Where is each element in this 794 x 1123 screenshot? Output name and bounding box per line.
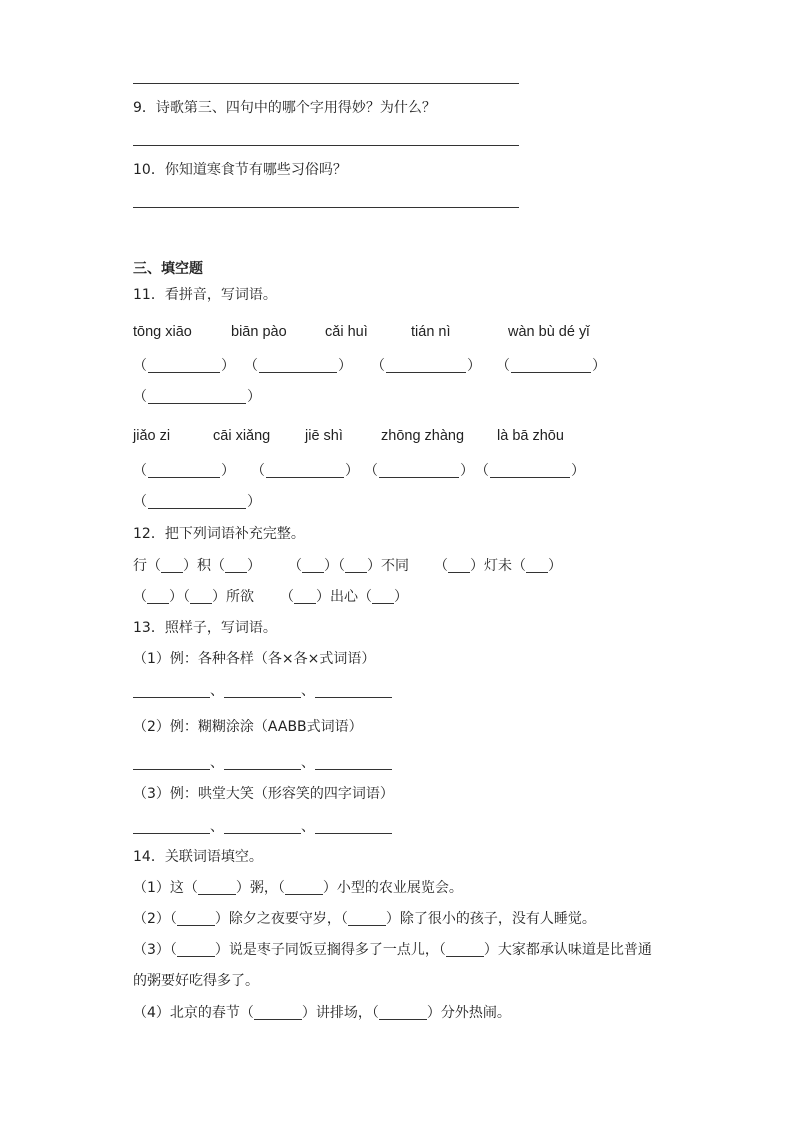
- idiom-text: ）: [394, 589, 408, 605]
- separator: 、: [210, 683, 224, 699]
- sentence-text: （2）（: [133, 911, 177, 927]
- answer-blank-8[interactable]: （ ）: [364, 463, 474, 479]
- idiom-blank[interactable]: [225, 560, 247, 573]
- separator: 、: [301, 683, 315, 699]
- sentence-3: [133, 943, 652, 957]
- idiom-text: ）（: [324, 558, 345, 574]
- idiom-blank[interactable]: [448, 560, 470, 573]
- idiom-3: [434, 559, 562, 573]
- answer-blank-10[interactable]: （ ）: [133, 494, 261, 510]
- sentence-text: ）大家都承认味道是比普通: [483, 942, 652, 958]
- answer-blank-3[interactable]: （ ）: [371, 358, 481, 374]
- idiom-text: ）出心（: [316, 589, 372, 605]
- pinyin-8: jiē shì: [305, 428, 343, 444]
- separator: 、: [301, 819, 315, 835]
- sentence-4: [133, 1006, 511, 1020]
- idiom-text: ）（: [169, 589, 190, 605]
- sentence-text: （4）北京的春节（: [133, 1005, 254, 1021]
- conjunction-blank[interactable]: [177, 944, 215, 957]
- idiom-text: （: [280, 589, 294, 605]
- idiom-blank[interactable]: [294, 591, 316, 604]
- question-11-prompt: 11．看拼音，写词语。: [133, 287, 277, 303]
- idiom-blank[interactable]: [302, 560, 324, 573]
- conjunction-blank[interactable]: [254, 1007, 302, 1020]
- idiom-blank[interactable]: [345, 560, 367, 573]
- pinyin-1: tōng xiāo: [133, 324, 192, 340]
- idiom-blank[interactable]: [147, 591, 169, 604]
- conjunction-blank[interactable]: [285, 882, 323, 895]
- sentence-text: ）讲排场，（: [301, 1005, 379, 1021]
- question-9: 9．诗歌第三、四句中的哪个字用得妙？为什么？: [133, 100, 436, 116]
- pinyin-9: zhōng zhàng: [381, 428, 465, 444]
- pinyin-3: cǎi huì: [325, 324, 368, 340]
- idiom-text: ）所欲: [212, 589, 254, 605]
- answer-blank[interactable]: [315, 821, 392, 834]
- conjunction-blank[interactable]: [198, 882, 236, 895]
- pinyin-7: cāi xiǎng: [213, 428, 271, 444]
- answer-row-2: [133, 756, 392, 770]
- idiom-text: （: [434, 558, 448, 574]
- answer-blank-7[interactable]: （ ）: [251, 463, 359, 479]
- sentence-text: ）小型的农业展览会。: [322, 880, 463, 896]
- question-13-prompt: 13．照样子，写词语。: [133, 620, 277, 636]
- sentence-3-continued: 的粥要好吃得多了。: [133, 973, 259, 989]
- conjunction-blank[interactable]: [379, 1007, 427, 1020]
- sentence-text: ）分外热闹。: [426, 1005, 511, 1021]
- conjunction-blank[interactable]: [348, 913, 386, 926]
- answer-blank-4[interactable]: （ ）: [496, 358, 606, 374]
- answer-blank[interactable]: [315, 685, 392, 698]
- idiom-blank[interactable]: [161, 560, 183, 573]
- idiom-blank[interactable]: [526, 560, 548, 573]
- question-10: 10．你知道寒食节有哪些习俗吗？: [133, 162, 347, 178]
- answer-blank-9[interactable]: （ ）: [475, 463, 585, 479]
- separator: 、: [210, 819, 224, 835]
- section-title: 三、填空题: [133, 261, 203, 277]
- idiom-text: ）灯未（: [470, 558, 526, 574]
- idiom-text: ）: [548, 558, 562, 574]
- idiom-text: ）积（: [183, 558, 225, 574]
- example-1: （1）例：各种各样（各×各×式词语）: [133, 651, 376, 667]
- answer-row-3: [133, 820, 392, 834]
- answer-blank[interactable]: [133, 757, 210, 770]
- example-2: （2）例：糊糊涂涂（AABB式词语）: [133, 719, 363, 735]
- sentence-2: [133, 912, 596, 926]
- pinyin-5: wàn bù dé yǐ: [508, 324, 590, 340]
- answer-row-1: [133, 684, 392, 698]
- idiom-1: [133, 559, 261, 573]
- answer-line-10[interactable]: [133, 207, 519, 208]
- example-3: （3）例：哄堂大笑（形容笑的四字词语）: [133, 786, 394, 802]
- conjunction-blank[interactable]: [177, 913, 215, 926]
- idiom-4: [133, 590, 254, 604]
- question-14-prompt: 14．关联词语填空。: [133, 849, 263, 865]
- sentence-text: ）除了很小的孩子，没有人睡觉。: [385, 911, 596, 927]
- conjunction-blank[interactable]: [446, 944, 484, 957]
- idiom-text: （: [133, 589, 147, 605]
- pinyin-4: tián nì: [411, 324, 451, 340]
- answer-blank-2[interactable]: （ ）: [244, 358, 352, 374]
- pinyin-2: biān pào: [231, 324, 287, 340]
- answer-blank[interactable]: [224, 821, 301, 834]
- answer-blank[interactable]: [224, 757, 301, 770]
- pinyin-6: jiǎo zi: [133, 428, 171, 444]
- pinyin-10: là bā zhōu: [497, 428, 564, 444]
- answer-line-8[interactable]: [133, 83, 519, 84]
- sentence-text: ）粥，（: [235, 880, 285, 896]
- separator: 、: [210, 755, 224, 771]
- sentence-text: ）说是枣子同饭豆搁得多了一点儿，（: [214, 942, 446, 958]
- idiom-text: ）: [247, 558, 261, 574]
- answer-blank-6[interactable]: （ ）: [133, 463, 235, 479]
- idiom-5: [280, 590, 408, 604]
- sentence-text: （3）（: [133, 942, 177, 958]
- answer-blank[interactable]: [315, 757, 392, 770]
- idiom-blank[interactable]: [190, 591, 212, 604]
- idiom-text: ）不同: [367, 558, 409, 574]
- sentence-text: （1）这（: [133, 880, 198, 896]
- answer-blank-1[interactable]: （ ）: [133, 358, 235, 374]
- answer-line-9[interactable]: [133, 145, 519, 146]
- idiom-text: （: [288, 558, 302, 574]
- sentence-text: ）除夕之夜要守岁，（: [214, 911, 348, 927]
- idiom-blank[interactable]: [372, 591, 394, 604]
- idiom-2: [288, 559, 409, 573]
- sentence-1: [133, 881, 463, 895]
- idiom-text: 行（: [133, 558, 161, 574]
- answer-blank[interactable]: [224, 685, 301, 698]
- answer-blank[interactable]: [133, 685, 210, 698]
- answer-blank-5[interactable]: （ ）: [133, 389, 261, 405]
- separator: 、: [301, 755, 315, 771]
- answer-blank[interactable]: [133, 821, 210, 834]
- question-12-prompt: 12．把下列词语补充完整。: [133, 526, 305, 542]
